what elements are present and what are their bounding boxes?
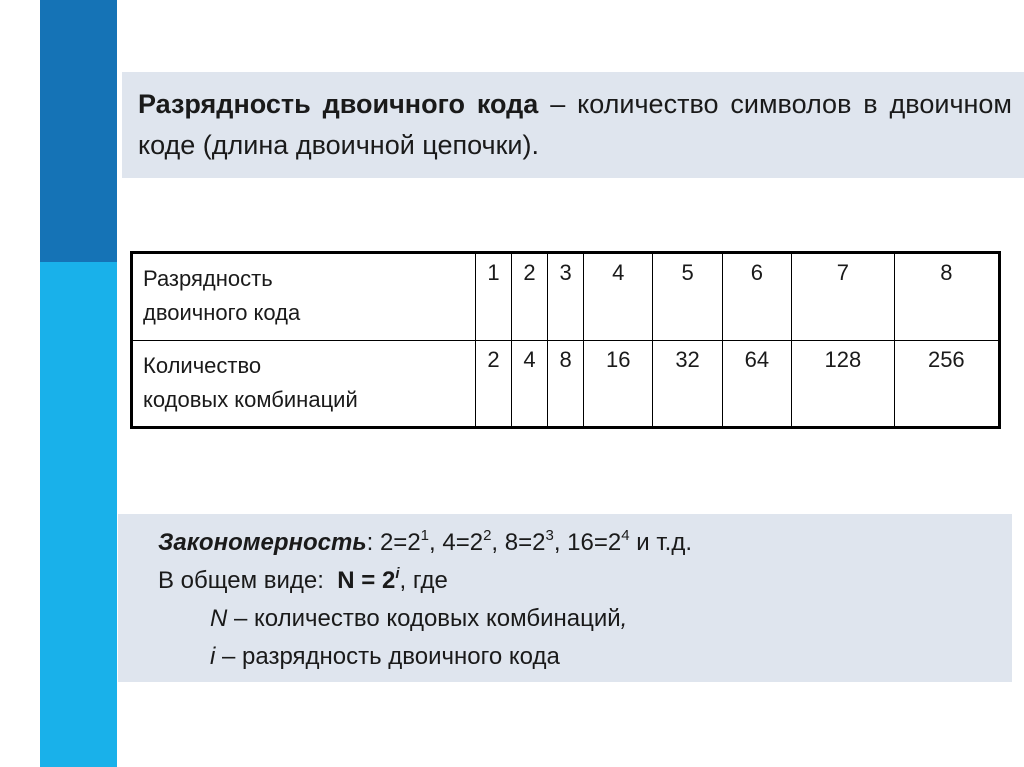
row-header-combinations: Количество кодовых комбинаций [132, 340, 476, 428]
table-cell: 8 [548, 340, 584, 428]
decorative-stripe-dark [40, 0, 117, 262]
rule-box [118, 514, 1012, 682]
table-cell: 2 [476, 340, 512, 428]
table-cell: 2 [512, 253, 548, 341]
table-cell: 3 [548, 253, 584, 341]
pattern-line: Закономерность: $2=2^1$, $4=2^2$, $8=2^3$, $16=2^4$ и т.д. [158, 527, 692, 556]
table-cell: 16 [584, 340, 653, 428]
formula: $N = 2^i$ [337, 565, 400, 594]
n-definition-line: N – количество кодовых комбинаций, [210, 605, 628, 632]
table-cell: 6 [722, 253, 791, 341]
table-cell: 4 [512, 340, 548, 428]
table-cell: 256 [894, 340, 999, 428]
table-row [132, 340, 1000, 428]
table-row [132, 253, 1000, 341]
table-cell: 8 [894, 253, 999, 341]
definition-box [122, 72, 1024, 178]
i-definition-line: i – разрядность двоичного кода [210, 643, 560, 670]
rule-title: Закономерность [158, 529, 367, 556]
definition-text: – количество символов в двоичном коде (длина двоичной цепочки). [138, 89, 1012, 160]
table-cell: 32 [653, 340, 722, 428]
definition-term: Разрядность двоичного кода [138, 89, 539, 119]
table-cell: 4 [584, 253, 653, 341]
decorative-stripe-light [40, 262, 117, 767]
general-formula-line: В общем виде: $N = 2^i$, где [158, 565, 448, 594]
table-cell: 64 [722, 340, 791, 428]
table-cell: 5 [653, 253, 722, 341]
table-cell: 128 [792, 340, 895, 428]
table-cell: 1 [476, 253, 512, 341]
code-table [130, 251, 1001, 429]
row-header-bits: Разрядность двоичного кода [132, 253, 476, 341]
table-cell: 7 [792, 253, 895, 341]
